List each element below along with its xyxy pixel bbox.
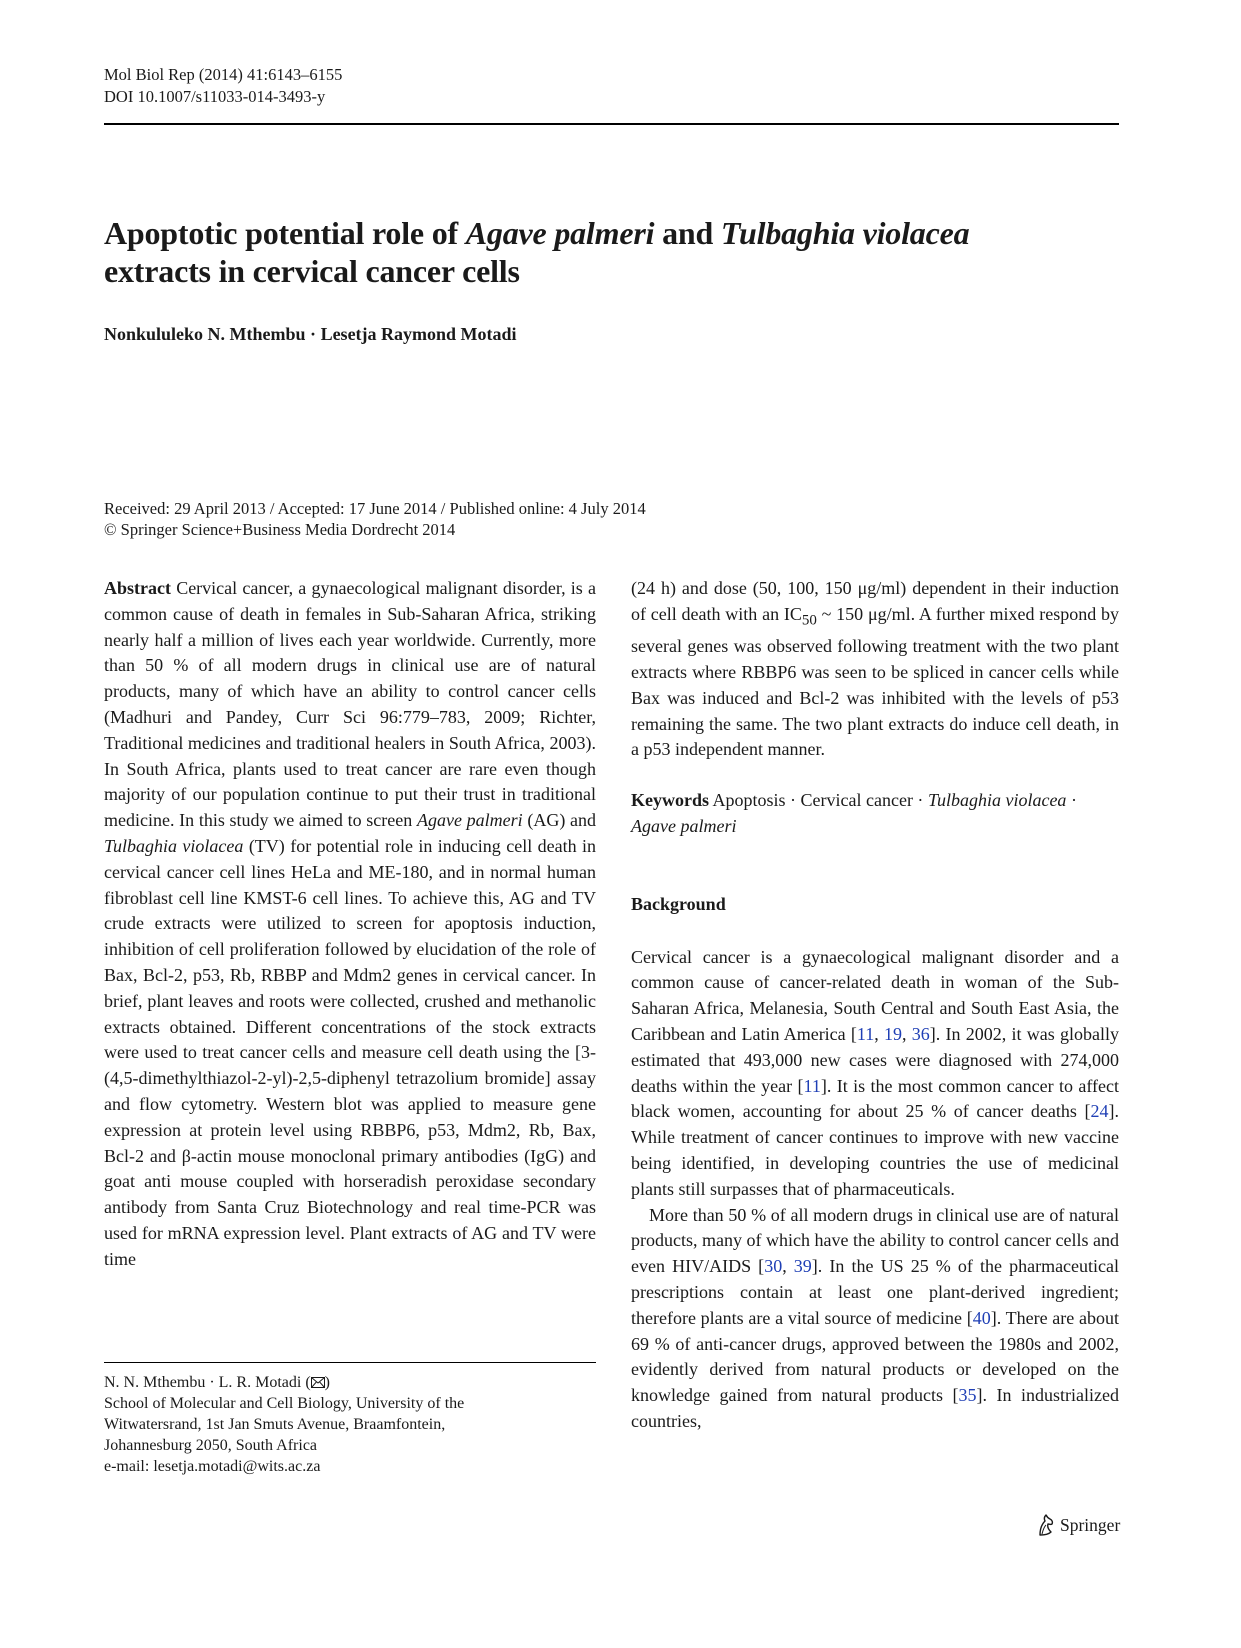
section-heading-background: Background: [631, 893, 726, 914]
publisher-logo: [1036, 1513, 1120, 1537]
citation-link[interactable]: 40: [972, 1307, 991, 1328]
doi: DOI 10.1007/s11033-014-3493-y: [104, 87, 326, 106]
citation-link[interactable]: 35: [958, 1385, 977, 1406]
citation-link[interactable]: 24: [1090, 1101, 1109, 1122]
springer-horse-icon: [1036, 1513, 1056, 1537]
envelope-icon[interactable]: [311, 1377, 325, 1388]
background-paragraph: More than 50 % of all modern drugs in clinical use are of natural products, many of which have the ability to control cancer cells and even HIV/AIDS [30, 39]. In the US 25 % of the pharmaceutical prescriptions contain at least one plant-derived ingredient; therefore plants are a vital source of medicine [40]. There are about 69 % of anti-cancer drugs, approved between the 1980s and 2002, evidently derived from natural products or developed on the knowledge gained from natural products [35]. In industrialized countries,: [631, 1204, 1120, 1431]
history-dates: Received: 29 April 2013 / Accepted: 17 June 2014 / Published online: 4 July 2014: [104, 499, 646, 518]
abstract-continued: (24 h) and dose (50, 100, 150 μg/ml) dependent in their induction of cell death with an $IC_{50}$ ~ 150 μg/ml. A further mixed respond by several genes was observed following treatment with the two plant extracts where RBBP6 was seen to be spliced in cancer cells while Bax was induced and Bcl-2 was inhibited with the levels of p53 remaining the same. The two plant extracts do induce cell death, in a p53 independent manner.: [631, 578, 1120, 760]
abstract-label: Abstract: [104, 578, 171, 598]
citation-link[interactable]: 11: [856, 1023, 875, 1044]
copyright: © Springer Science+Business Media Dordrecht 2014: [104, 520, 456, 539]
citation-link[interactable]: 11: [803, 1075, 821, 1096]
background-paragraph: Cervical cancer is a gynaecological malignant disorder and a common cause of cancer-related death in woman of the Sub-Saharan Africa, Melanesia, South Central and South East Asia, the Caribbean and Latin America [11, 19, 36]. In 2002, it was globally estimated that 493,000 new cases were diagnosed with 274,000 deaths within the year [11]. It is the most common cancer to affect black women, accounting for about 25 % of cancer deaths [24]. While treatment of cancer continues to improve with new vaccine being identified, in developing countries the use of medicinal plants still surpasses that of pharmaceuticals.: [631, 946, 1119, 1199]
left-column: [104, 576, 596, 1273]
title-species-tulbaghia: Tulbaghia violacea: [720, 215, 970, 251]
footnote-rule: [104, 1362, 596, 1363]
author-name[interactable]: Lesetja Raymond Motadi: [320, 324, 517, 344]
keywords: Keywords Apoptosis · Cervical cancer · Tulbaghia violacea · Agave palmeri: [631, 790, 1077, 836]
citation-link[interactable]: 19: [884, 1023, 903, 1044]
header-rule: [104, 123, 1119, 125]
journal-citation: Mol Biol Rep (2014) 41:6143–6155: [104, 65, 343, 84]
author-list: Nonkululeko N. Mthembu · Lesetja Raymond Motadi: [104, 324, 517, 344]
keywords-label: Keywords: [631, 790, 709, 811]
citation-link[interactable]: 30: [764, 1256, 783, 1277]
citation-link[interactable]: 39: [793, 1256, 812, 1277]
publisher-name: Springer: [1060, 1514, 1121, 1535]
abstract-paragraph: Abstract Cervical cancer, a gynaecological malignant disorder, is a common cause of death in females in Sub-Saharan Africa, striking nearly half a million of lives each year worldwide. Currently, more than 50 % of all modern drugs in clinical use are of natural products, many of which have an ability to control cancer cells (Madhuri and Pandey, Curr Sci 96:779–783, 2009; Richter, Traditional medicines and traditional healers in South Africa, 2003). In South Africa, plants used to treat cancer are rare even though majority of our population continue to put their trust in traditional medicine. In this study we aimed to screen Agave palmeri (AG) and Tulbaghia violacea (TV) for potential role in inducing cell death in cervical cancer cell lines HeLa and ME-180, and in normal human fibroblast cell line KMST-6 cell lines. To achieve this, AG and TV crude extracts were utilized to screen for apoptosis induction, inhibition of cell proliferation followed by elucidation of the role of Bax, Bcl-2, p53, Rb, RBBP and Mdm2 genes in cervical cancer. In brief, plant leaves and roots were collected, crushed and methanolic extracts obtained. Different concentrations of the stock extracts were used to treat cancer cells and measure cell death using the [3-(4,5-dimethylthiazol-2-yl)-2,5-diphenyl tetrazolium bromide] assay and flow cytometry. Western blot was applied to measure gene expression at protein level using RBBP6, p53, Mdm2, Rb, Bax, Bcl-2 and β-actin mouse monoclonal primary antibodies (IgG) and goat anti mouse coupled with horseradish peroxidase secondary antibody from Santa Cruz Biotechnology and real time-PCR was used for mRNA expression level. Plant extracts of AG and TV were time: [104, 578, 597, 1269]
publication-dates: [104, 498, 646, 540]
citation-link[interactable]: 36: [911, 1023, 930, 1044]
email-address[interactable]: e-mail: lesetja.motadi@wits.ac.za: [104, 1458, 321, 1475]
title-species-agave: Agave palmeri: [465, 215, 655, 251]
right-column: [631, 576, 1119, 1435]
author-name[interactable]: Nonkululeko N. Mthembu: [104, 324, 306, 344]
journal-header: [104, 64, 342, 108]
author-affiliation: N. N. Mthembu · L. R. Motadi ( ) School of Molecular and Cell Biology, University of the Witwatersrand, 1st Jan Smuts Avenue, Braamfontein, Johannesburg 2050, South Africa e-mail: lesetja.motadi@wits.ac.za: [104, 1374, 465, 1475]
article-title: Apoptotic potential role of Agave palmeri and Tulbaghia violacea extracts in cervical cancer cells: [104, 215, 970, 289]
